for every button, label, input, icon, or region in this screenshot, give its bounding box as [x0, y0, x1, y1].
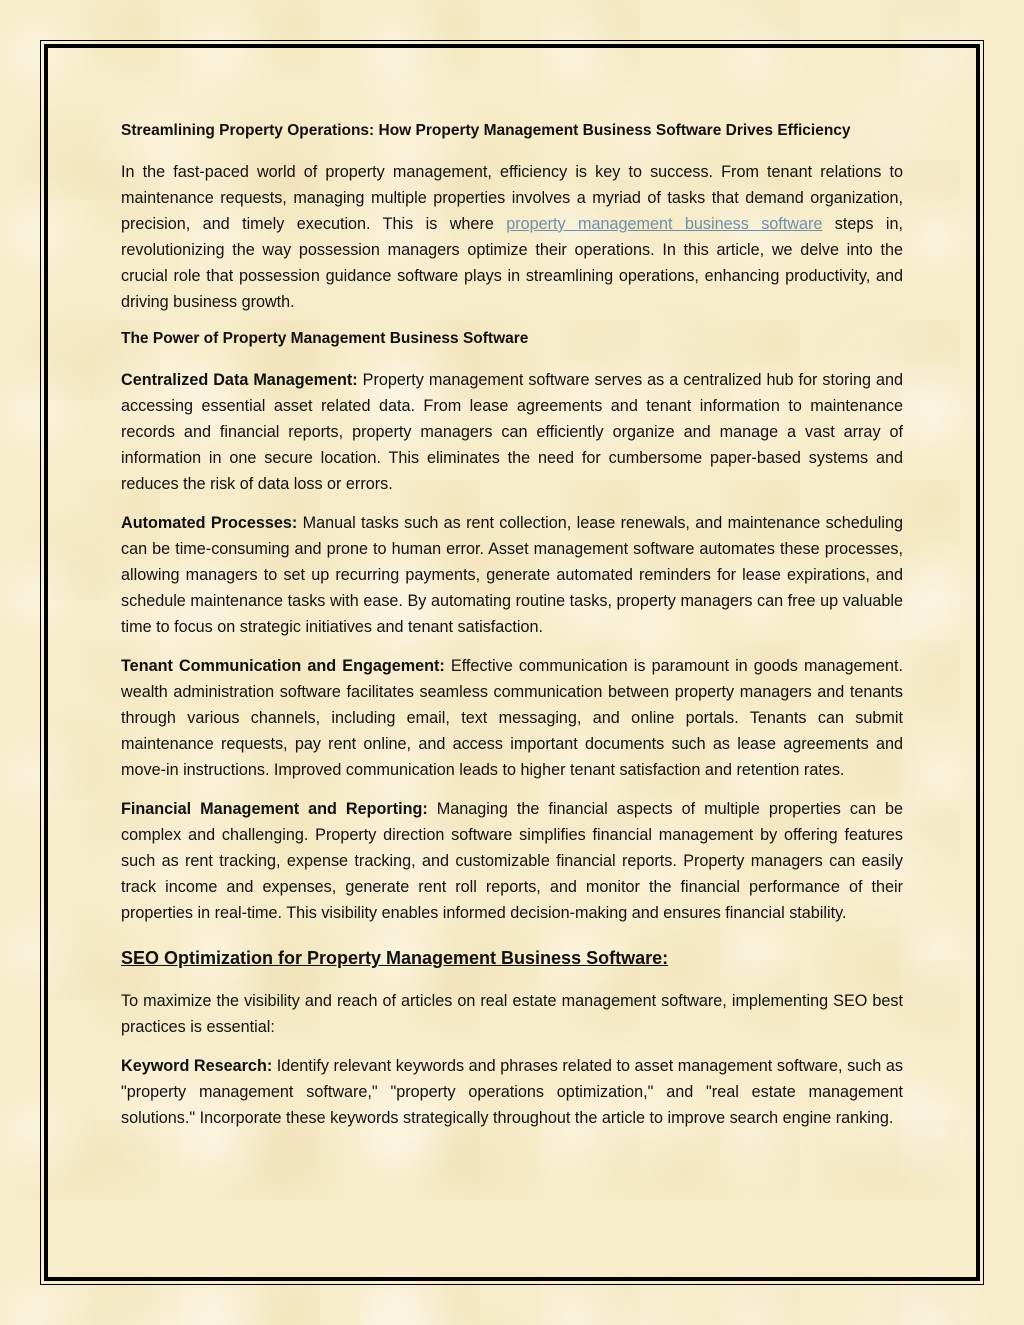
software-link[interactable]: property management business software — [506, 215, 823, 233]
section-heading: The Power of Property Management Business Software — [121, 330, 529, 347]
keyword-lead: Keyword Research: — [121, 1057, 273, 1075]
feature-paragraph-communication — [121, 653, 903, 783]
feature-lead: Centralized Data Management: — [121, 371, 358, 389]
intro-paragraph — [121, 159, 903, 315]
feature-text: Managing the financial aspects of multiple properties can be complex and challenging. Property direction software simplifies financial management by offering features such as rent tracking, expense tracking, and customizable financial reports. Property managers can easily track income and expenses, generate rent roll reports, and monitor the financial performance of their properties in real-time. This visibility enables informed decision-making and ensures financial stability. — [121, 800, 903, 922]
feature-paragraph-automation — [121, 510, 903, 640]
seo-heading: SEO Optimization for Property Management Business Software: — [121, 948, 669, 968]
article-title: Streamlining Property Operations: How Property Management Business Software Drives Efficiency — [121, 122, 851, 139]
feature-paragraph-financial — [121, 796, 903, 926]
keyword-research-paragraph — [121, 1053, 903, 1131]
seo-intro-paragraph: To maximize the visibility and reach of articles on real estate management software, implementing SEO best practices is essential: — [121, 992, 903, 1036]
feature-text: Property management software serves as a centralized hub for storing and accessing essential asset related data. From lease agreements and tenant information to maintenance records and financial reports, property managers can efficiently organize and manage a vast array of information in one secure location. This eliminates the need for cumbersome paper-based systems and reduces the risk of data loss or errors. — [121, 371, 903, 493]
feature-text: Manual tasks such as rent collection, lease renewals, and maintenance scheduling can be time-consuming and prone to human error. Asset management software automates these processes, allowing managers to set up recurring payments, generate automated reminders for lease expirations, and schedule maintenance tasks with ease. By automating routine tasks, property managers can free up valuable time to focus on strategic initiatives and tenant satisfaction. — [121, 514, 903, 636]
feature-lead: Financial Management and Reporting: — [121, 800, 428, 818]
intro-text-start: In the fast-paced world of property management, efficiency is key to success. From tenant relations to maintenance requests, managing multiple properties involves a myriad of tasks that demand organization, precision, and timely execution. This is where — [121, 163, 903, 233]
article — [121, 120, 903, 1144]
feature-lead: Tenant Communication and Engagement: — [121, 657, 445, 675]
feature-paragraph-data-management — [121, 367, 903, 497]
feature-lead: Automated Processes: — [121, 514, 298, 532]
intro-text-end: steps in, revolutionizing the way possession managers optimize their operations. In this article, we delve into the crucial role that possession guidance software plays in streamlining operations, enhancing productivity, and driving business growth. — [121, 215, 903, 311]
keyword-text: Identify relevant keywords and phrases related to asset management software, such as "property management software," "property operations optimization," and "real estate management solutions." Incorporate these keywords strategically throughout the article to improve search engine ranking. — [121, 1057, 903, 1127]
feature-text: Effective communication is paramount in goods management. wealth administration software facilitates seamless communication between property managers and tenants through various channels, including email, text messaging, and online portals. Tenants can submit maintenance requests, pay rent online, and access important documents such as lease agreements and move-in instructions. Improved communication leads to higher tenant satisfaction and retention rates. — [121, 657, 903, 779]
